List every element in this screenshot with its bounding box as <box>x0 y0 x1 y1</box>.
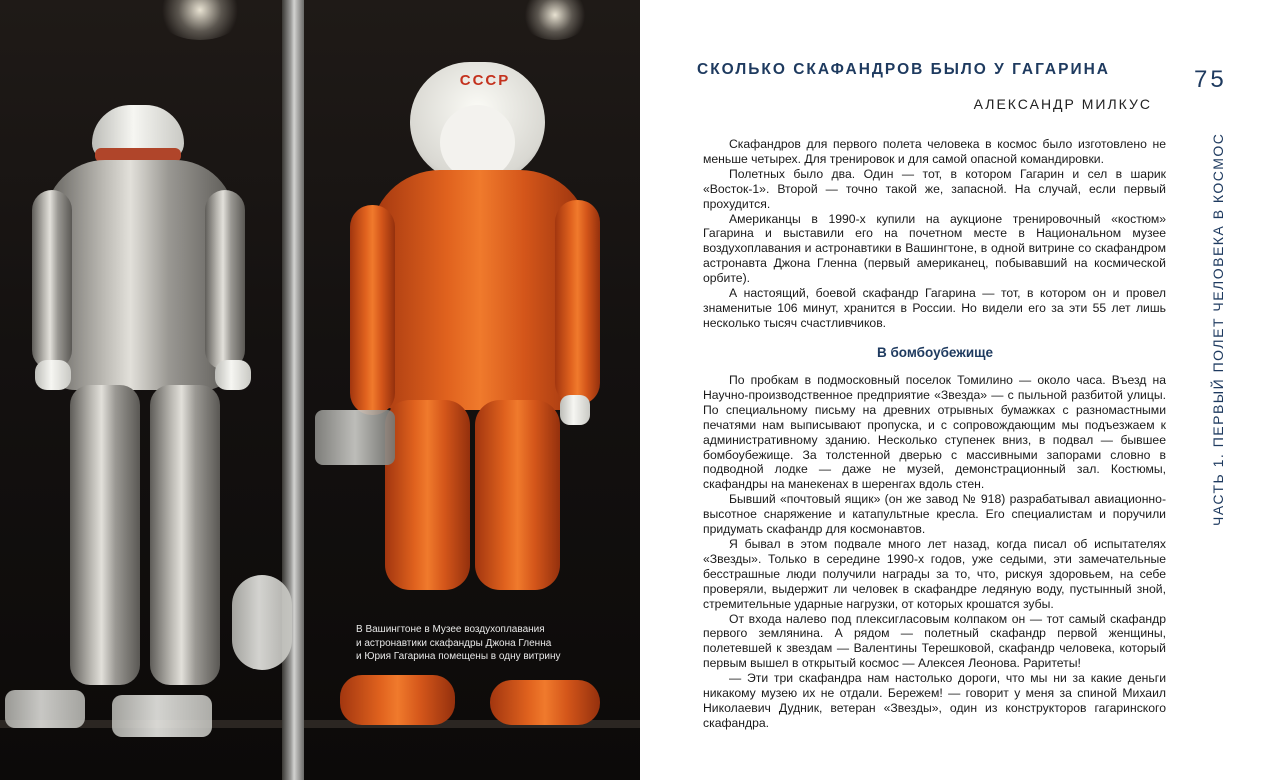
author-name: АЛЕКСАНДР МИЛКУС <box>973 96 1152 112</box>
paragraph: От входа налево под плексигласовым колпаком он — тот самый скафандр первого землянина. А рядом — полетный скафандр первой женщины, полетевшей к звездам — Валентины Терешковой, скафандр человека, который первым вышел в открытый космос — Алексея Леонова. Раритеты! <box>703 611 1166 671</box>
caption-line: и астронавтики скафандры Джона Гленна <box>356 637 552 649</box>
text-page <box>640 0 1280 780</box>
ceiling-light <box>155 0 245 40</box>
paragraph: Скафандров для первого полета человека в космос было изготовлено не меньше четырех. Для тренировок и для самой опасной командировки. <box>703 137 1166 166</box>
page-number: 75 <box>1194 66 1227 93</box>
paragraph: Полетных было два. Один — тот, в котором Гагарин и сел в шарик «Восток-1». Второй — точно такой же, запасной. На случай, если первый прохудится. <box>703 166 1166 211</box>
paragraph: — Эти три скафандра нам настолько дороги, что мы ни за какие деньги никакому музею их не отдали. Бережем! — говорит у меня за спиной Михаил Николаевич Дудник, ветеран «Звезды», один из конструкторов гагаринского скафандра. <box>703 671 1166 730</box>
paragraph: А настоящий, боевой скафандр Гагарина — тот, в котором он и провел знаменитые 106 минут, хранится в России. Но видели его за эти 55 лет лишь несколько тысяч счастливчиков. <box>703 286 1166 330</box>
caption-line: и Юрия Гагарина помещены в одну витрину <box>356 651 561 662</box>
paragraph: Я бывал в этом подвале много лет назад, когда писал об испытателях «Звезды». Только в середине 1990-х годов, уже седыми, эти замечательные бесстрашные люди получили награды за то, что, рискуя здоровьем, на себе проверяли, выдержит ли человек в скафандре ледяную воду, пустынный зной, стремительные ударные нагрузки, от которых крошатся зубы. <box>703 536 1166 611</box>
chapter-title: СКОЛЬКО СКАФАНДРОВ БЫЛО У ГАГАРИНА <box>697 61 1110 78</box>
running-side-title: ЧАСТЬ 1. ПЕРВЫЙ ПОЛЕТ ЧЕЛОВЕКА В КОСМОС <box>1210 133 1226 527</box>
intro-section <box>703 137 1166 331</box>
paragraph: По пробкам в подмосковный поселок Томилино — около часа. Въезд на Научно-производственное предприятие «Звезда» — с пыльной разбитой улицы. По специальному письму на древних отрывных бумажках с разномастными печатями нам выписывают пропуска, и с сопровождающим мы подъезжаем к административному зданию. Несколько ступенек вниз, в подвал — бывшее бомбоубежище. За толстенной дверью с массивными запорами словно в подводной лодке — даже не музей, демонстрационный зал. Костюмы, скафандры на манекенах в шеренгах вдоль стен. <box>703 373 1166 492</box>
paragraph: Бывший «почтовый ящик» (он же завод № 918) разрабатывал авиационно-высотное снаряжение и катапультные кресла. Его специалистам и поручили придумать скафандр для космонавтов. <box>703 492 1166 537</box>
bomb-shelter-section <box>703 373 1166 731</box>
photo-caption <box>356 623 586 664</box>
vitrine-glass-edge <box>282 0 304 780</box>
caption-line: В Вашингтоне в Музее воздухоплавания <box>356 624 545 635</box>
section-heading: В бомбоубежище <box>876 345 994 360</box>
ceiling-light <box>520 0 590 40</box>
helmet-label: СССР <box>459 72 511 89</box>
paragraph: Американцы в 1990-х купили на аукционе тренировочный «костюм» Гагарина и выставили его на почетном месте в Национальном музее воздухоплавания и астронавтики в Вашингтоне, в одной витрине со скафандром астронавта Джона Гленна (первый американец, побывавший на космической орбите). <box>703 211 1166 286</box>
